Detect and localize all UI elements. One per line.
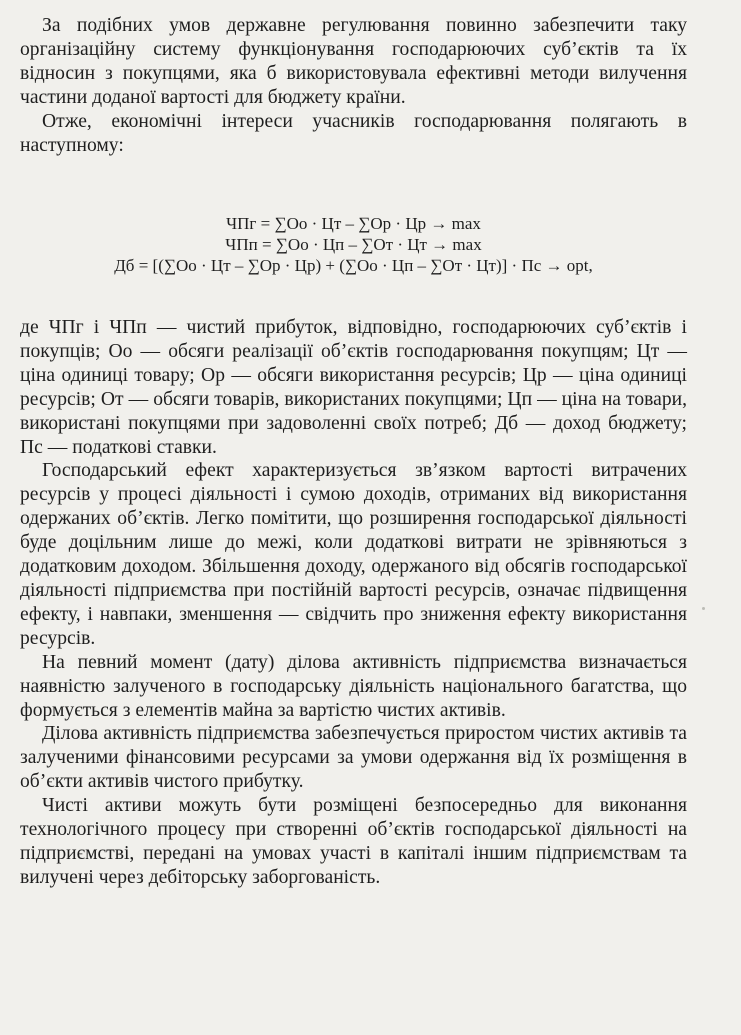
- paragraph-business-activity-date: На певний момент (дату) ділова активність підприємства визначається наявністю залученого в господарську діяльність національного багатства, що формується з елементів майна за вартістю чистих активів.: [20, 651, 687, 721]
- paragraph-economic-effect: Господарський ефект характеризується зв’язком вартості витрачених ресурсів у процесі діяльності і сумою доходів, отриманих від використання одержаних об’єктів. Легко помітити, що розширення господарської діяльності буде доцільним лише до межі, коли додаткові витрати не зрівняються з додатковим доходом. Збільшення доходу, одержаного від обсягів господарської діяльності підприємства при постійній вартості ресурсів, означає підвищення ефекту, і навпаки, зменшення — свідчить про зниження ефекту використання ресурсів.: [20, 460, 687, 649]
- text-block-top: [20, 14, 687, 157]
- formula-profit-entities: ЧПг = ∑Оо · Цт – ∑Ор · Цр → max: [226, 214, 481, 233]
- paragraph-legend: де ЧПг і ЧПп — чистий прибуток, відповідно, господарюючих суб’єктів і покупців; Оо — обсяги реалізації об’єктів господарювання покупцям; Цт — ціна одиниці товару; Ор — обсяги використання ресурсів; Цр — ціна одиниці ресурсів; От — обсяги товарів, використаних покупцями; Цп — ціна на товари, використані покупцями при задоволенні своїх потреб; Дб — доход бюджету; Пс — податкові ставки.: [20, 317, 687, 458]
- formula-block: [20, 213, 687, 276]
- paragraph-interests-intro: Отже, економічні інтереси учасників господарювання полягають в наступному:: [20, 110, 687, 156]
- paragraph-net-assets-placement: Чисті активи можуть бути розміщені безпосередньо для виконання технологічного процесу при створенні об’єктів господарської діяльності на підприємстві, передані на умовах участі в капіталі іншим підприємствам та вилучені через дебіторську заборгованість.: [20, 795, 687, 888]
- formula-budget-income: Дб = [(∑Оо · Цт – ∑Ор · Цр) + (∑Оо · Цп – ∑От · Цт)] · Пс → opt,: [114, 256, 593, 275]
- formula-profit-buyers: ЧПп = ∑Оо · Цп – ∑От · Цт → max: [225, 235, 482, 254]
- paragraph-net-assets-growth: Ділова активність підприємства забезпечується приростом чистих активів та залученими фінансовими ресурсами за умови одержання від їх розміщення в об’єкти активів чистого прибутку.: [20, 723, 687, 793]
- scan-speck: [702, 607, 705, 610]
- paragraph-regulation: За подібних умов державне регулювання повинно забезпечити таку організаційну систему функціонування господарюючих суб’єктів та їх відносин з покупцями, яка б використовувала ефективні методи вилучення частини доданої вартості для бюджету країни.: [20, 15, 687, 108]
- text-block-bottom: [20, 316, 687, 890]
